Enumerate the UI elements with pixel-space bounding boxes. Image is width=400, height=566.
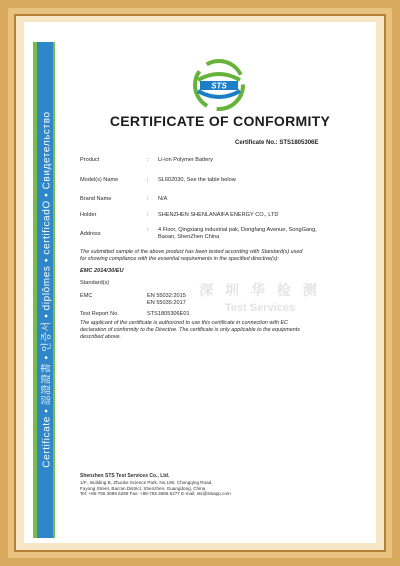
field-label-model: Model(s) Name <box>80 177 119 183</box>
footer <box>80 474 360 497</box>
certificate-number: Certificate No.: STS1805306E <box>235 140 319 146</box>
sts-logo-icon <box>192 58 246 112</box>
field-label-holder: Holder <box>80 212 97 218</box>
standard-value-1: EN 55032:2015 <box>147 293 186 299</box>
field-value-product: Li-ion Polymer Battery <box>158 157 214 163</box>
certificate-title: CERTIFICATE OF CONFORMITY <box>109 113 331 129</box>
logo-text: STS <box>211 81 227 91</box>
watermark-line2: Test Services <box>224 302 296 314</box>
field-separator: : <box>147 196 149 202</box>
statement-line2: for showing compliance with the essential requirements in the specified directive(s): <box>80 256 279 262</box>
footer-company: Shenzhen STS Test Services Co., Ltd. <box>80 473 170 479</box>
field-separator: : <box>147 212 149 218</box>
side-stripe-text <box>37 42 53 538</box>
stripe-text: Certificate • 認證證書 • 인증서 • diplômes • certificadO • Свидетельство <box>41 111 53 468</box>
test-report-value: STS1805306E01 <box>147 311 190 317</box>
test-report-label: Test Report No. <box>80 311 119 317</box>
field-value-holder: SHENZHEN SHENLANAIFA ENERGY CO., LTD <box>158 212 279 218</box>
applicant-note-line2: declaration of conformity to the Directive. The certificate is only applicable to the equipments <box>80 327 300 333</box>
footer-address-line2: Fuyong Street, Bao'an District, Shenzhen, Guangdong, China <box>80 485 206 491</box>
footer-address-line1: 1/F., Building B, Zhuoke Science Park, No.190, Chongqing Road, <box>80 479 213 485</box>
watermark <box>190 280 330 314</box>
field-label-product: Product <box>80 157 100 163</box>
standard-emc-label: EMC <box>80 293 93 299</box>
applicant-note-line1: The applicant of the certificate is authorized to use this certificate in connection with EC <box>80 320 288 326</box>
applicant-note-line3: described above. <box>80 334 122 340</box>
field-separator: : <box>147 157 149 163</box>
footer-contact: Tel: +86-755 3688 6288 Fax: +86-755 3688 6277 E-mail: sts@stsapp.com <box>80 491 231 497</box>
standard-value-2: EN 55035:2017 <box>147 300 186 306</box>
field-separator: : <box>147 177 149 183</box>
field-value-address-line2: Baoan, ShenZhen China <box>158 234 220 240</box>
field-separator: : <box>147 227 149 233</box>
standards-label: Standard(s) <box>80 280 110 286</box>
field-label-address: Address <box>80 231 101 237</box>
field-label-brand: Brand Name <box>80 196 112 202</box>
field-value-brand: N/A <box>158 196 168 202</box>
field-value-address-line1: 4 Floor, Qingxiang industrial pak, Dongfang Avenue, SongGang, <box>158 227 317 233</box>
directive: EMC 2014/30/EU <box>80 268 124 274</box>
statement-line1: The submitted sample of the above product has been tested according with Standard(s) used <box>80 249 303 255</box>
field-value-model: SL602030, See the table below <box>158 177 236 183</box>
watermark-line1: 深 圳 华 检 测 <box>199 282 321 298</box>
